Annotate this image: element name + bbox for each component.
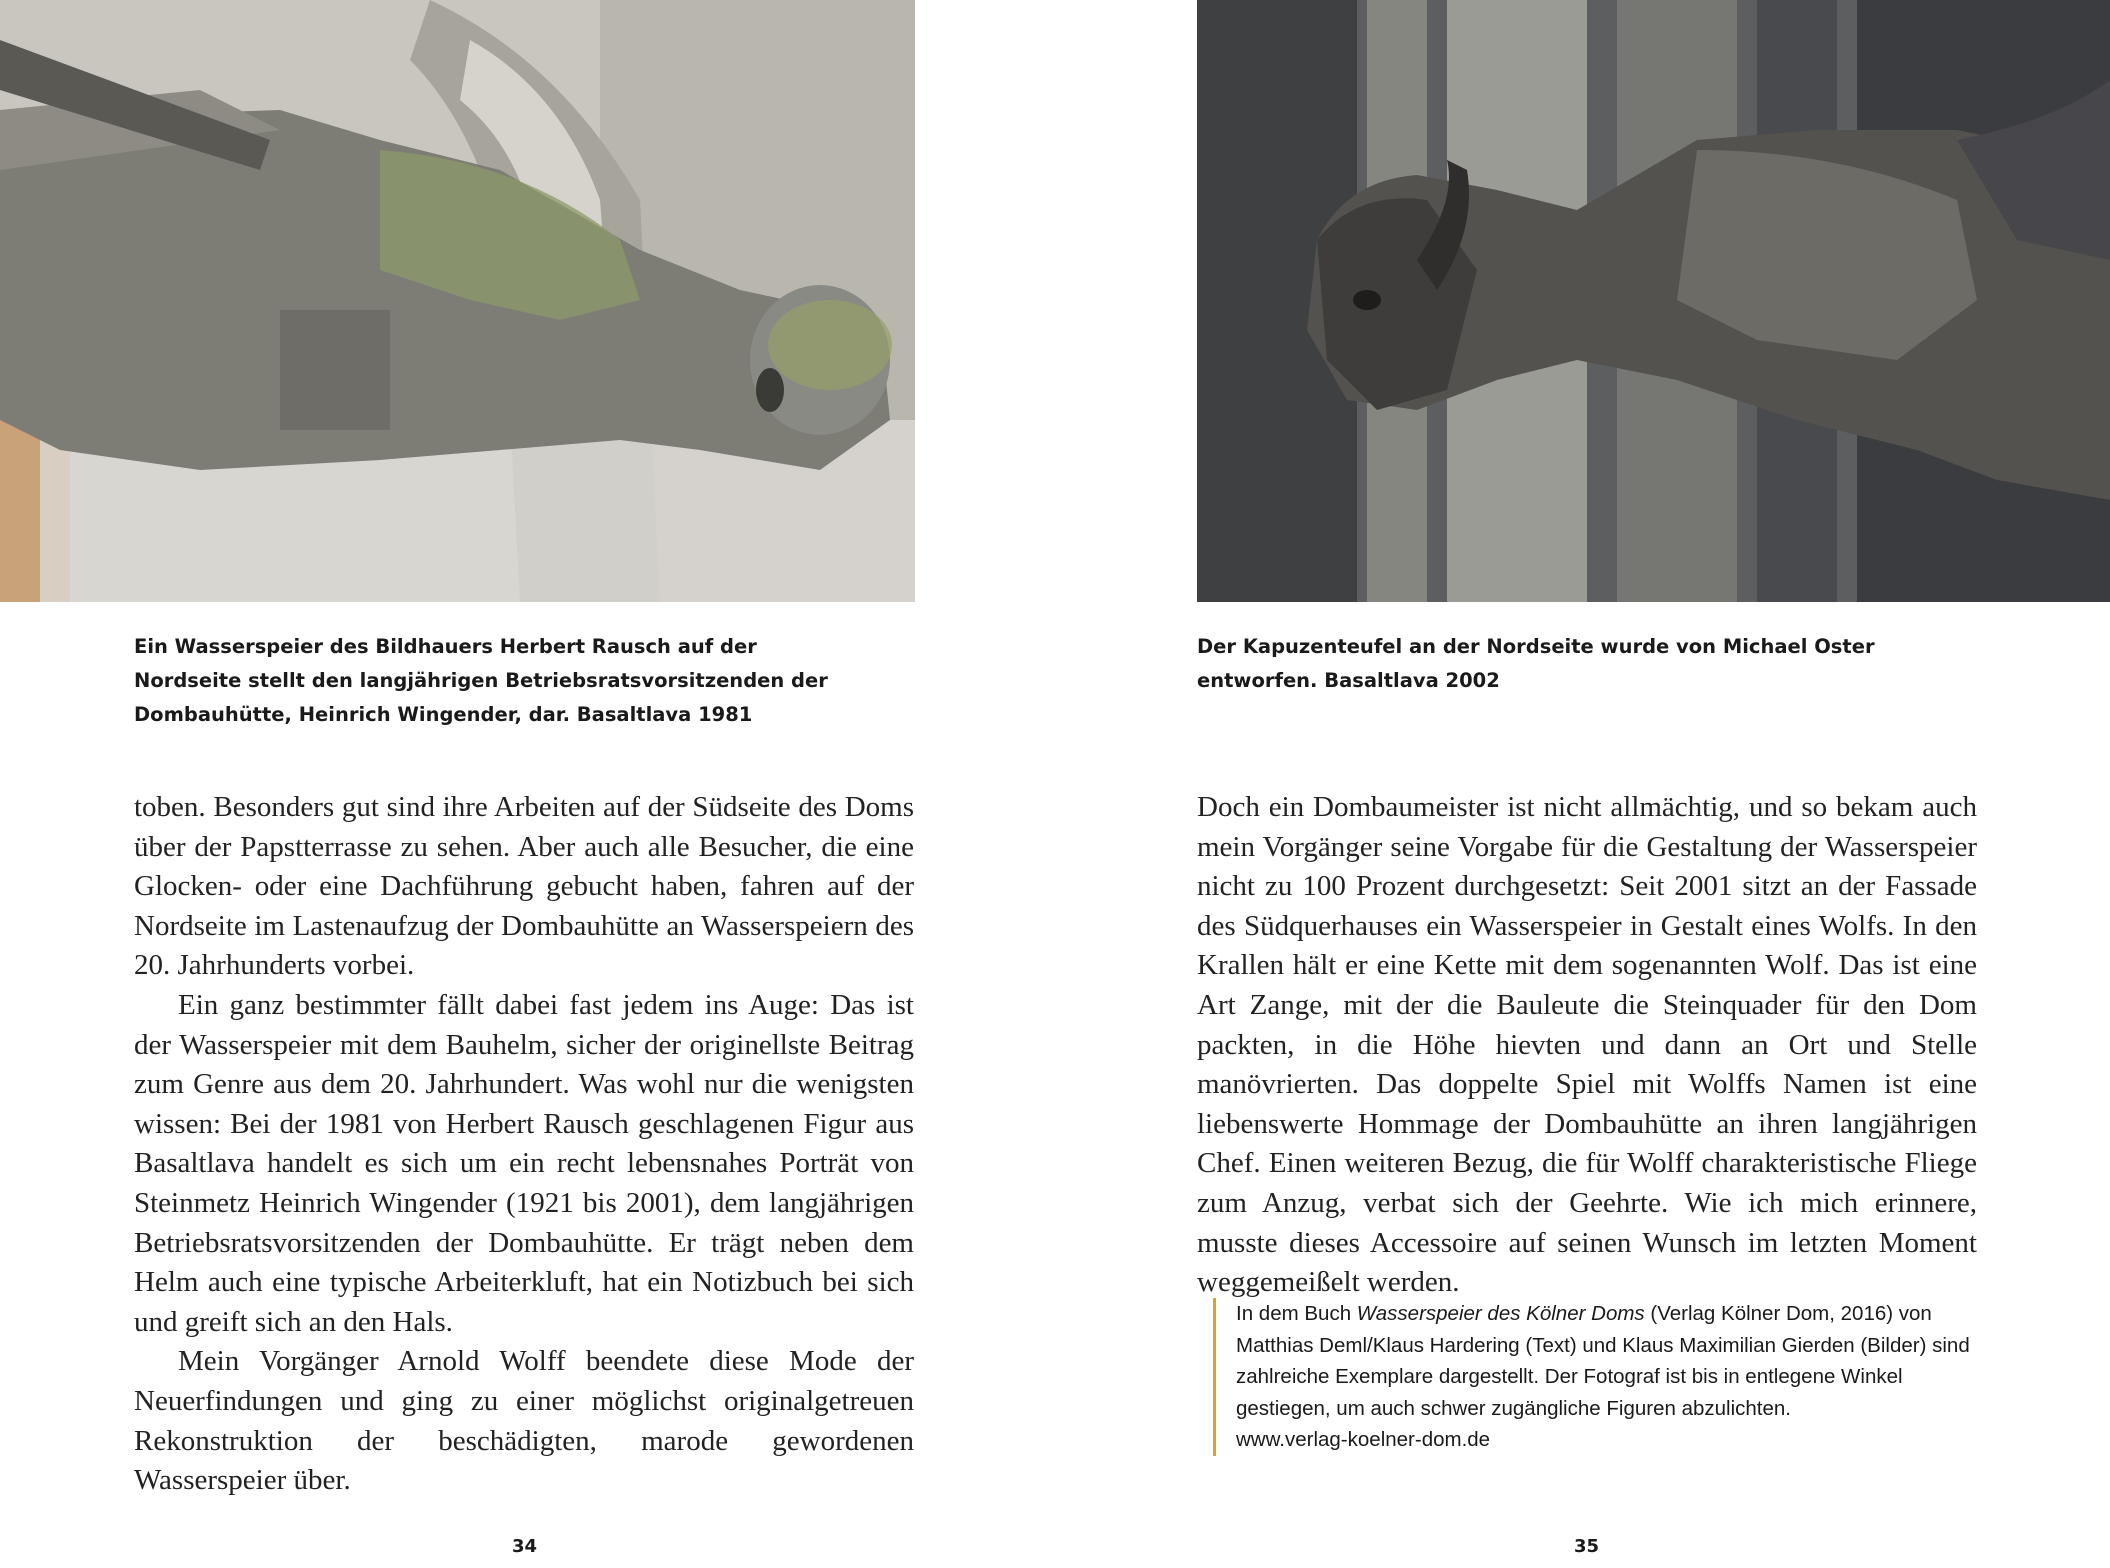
paragraph: Ein ganz bestimmter fällt dabei fast jedem ins Auge: Das ist der Wasserspeier mit dem Bauhelm, sicher der originellste Beitrag zum Genre aus dem 20. Jahrhundert. Was wohl nur die wenigsten wissen: Bei der 1981 von Herbert Rausch geschlagenen Figur aus Basaltlava handelt es sich um ein recht lebensnahes Porträt von Steinmetz Heinrich Wingender (1921 bis 2001), dem langjährigen Betriebsratsvorsitzenden der Dombauhütte. Er trägt neben dem Helm auch eine typische Arbeiterkluft, hat ein Notizbuch bei sich und greift sich an den Hals. xyxy=(134,988,914,1338)
body-text xyxy=(1197,788,1977,1303)
body-text xyxy=(134,788,914,1501)
photo-caption: Ein Wasserspeier des Bildhauers Herbert Rausch auf der Nordseite stellt den langjährigen Betriebsratsvorsitzenden der Dombauhütte, Heinrich Wingender, dar. Basaltlava 1981 xyxy=(134,635,828,726)
gargoyle-photo-devil xyxy=(1197,0,2110,602)
book-title: Wasserspeier des Kölner Doms xyxy=(1356,1302,1645,1325)
infobox-prefix: In dem Buch xyxy=(1236,1302,1357,1325)
page-number: 35 xyxy=(1574,1536,1600,1557)
page-number: 34 xyxy=(512,1536,538,1557)
paragraph: toben. Besonders gut sind ihre Arbeiten auf der Südseite des Doms über der Papstterrasse zu sehen. Aber auch alle Besucher, die eine Glocken- oder eine Dachführung gebucht haben, fahren auf der Nordseite im Lastenaufzug der Dombauhütte an Wasserspeiern des 20. Jahrhunderts vorbei. xyxy=(134,791,914,982)
gargoyle-photo-helmet xyxy=(0,0,915,602)
photo-caption: Der Kapuzenteufel an der Nordseite wurde von Michael Oster entworfen. Basaltlava 2002 xyxy=(1197,635,1875,692)
paragraph: Mein Vorgänger Arnold Wolff beendete diese Mode der Neuerfindungen und ging zu einer möglichst originalgetreuen Rekonstruktion der beschädigten, marode gewordenen Wasserspeier über. xyxy=(134,1345,914,1497)
book-info-box xyxy=(1213,1298,1988,1456)
publisher-url[interactable]: www.verlag-koelner-dom.de xyxy=(1236,1428,1491,1451)
right-page xyxy=(1055,0,2110,1568)
gargoyle-devil-image xyxy=(1197,0,2110,602)
gargoyle-helmet-image xyxy=(0,0,915,602)
infobox-text: (Verlag Kölner Dom, 2016) von Matthias Deml/Klaus Hardering (Text) und Klaus Maximilian Gierden (Bilder) sind zahlreiche Exemplare dargestellt. Der Fotograf ist bis in entlegene Winkel gestiegen, um auch schwer zugängliche Figuren abzulichten. xyxy=(1236,1302,1970,1420)
paragraph: Doch ein Dombaumeister ist nicht allmächtig, und so bekam auch mein Vorgänger seine Vorgabe für die Gestaltung der Wasserspeier nicht zu 100 Prozent durchgesetzt: Seit 2001 sitzt an der Fassade des Südquerhauses ein Wasserspeier in Gestalt eines Wolfs. In den Krallen hält er eine Kette mit dem sogenannten Wolf. Das ist eine Art Zange, mit der die Bauleute die Steinquader für den Dom packten, in die Höhe hievten und dann an Ort und Stelle manövrierten. Das doppelte Spiel mit Wolffs Namen ist eine liebenswerte Hommage der Dombauhütte an ihren langjährigen Chef. Einen weiteren Bezug, die für Wolff charakteristische Fliege zum Anzug, verbat sich der Geehrte. Wie ich mich erinnere, musste dieses Accessoire auf seinen Wunsch im letzten Moment weggemeißelt werden. xyxy=(1197,791,1977,1299)
